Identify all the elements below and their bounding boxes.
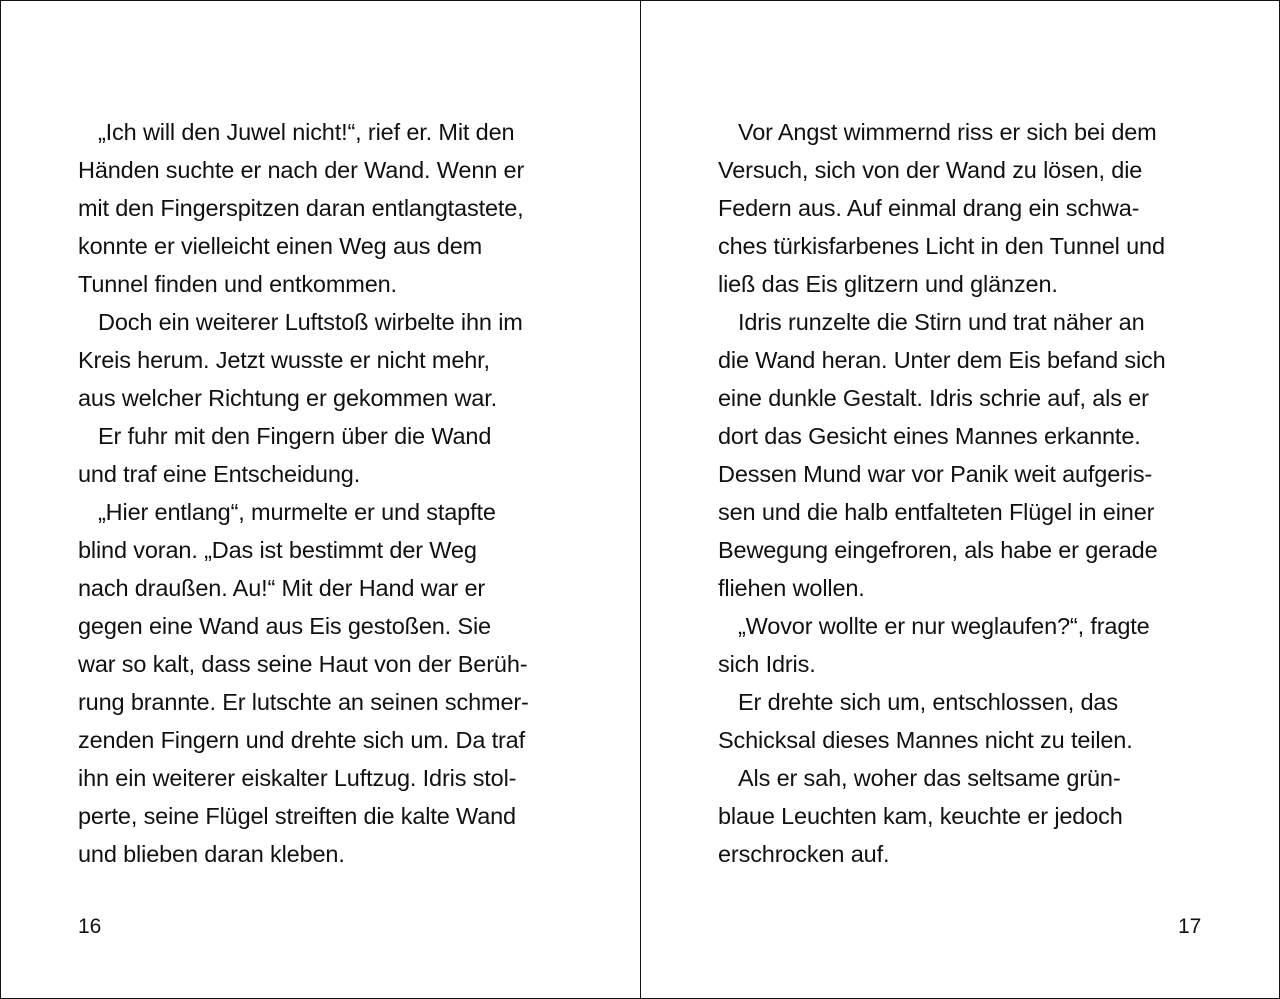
text-line: perte, seine Flügel streiften die kalte Wand bbox=[78, 803, 516, 829]
right-page-text bbox=[718, 113, 1218, 873]
text-line: konnte er vielleicht einen Weg aus dem bbox=[78, 233, 483, 259]
text-line: Dessen Mund war vor Panik weit aufgeris- bbox=[718, 461, 1153, 487]
paragraph bbox=[78, 493, 578, 873]
text-line: eine dunkle Gestalt. Idris schrie auf, als er bbox=[718, 385, 1149, 411]
paragraph bbox=[78, 113, 578, 303]
text-line: aus welcher Richtung er gekommen war. bbox=[78, 385, 497, 411]
text-line: Doch ein weiterer Luftstoß wirbelte ihn im bbox=[98, 309, 523, 335]
text-line: dort das Gesicht eines Mannes erkannte. bbox=[718, 423, 1141, 449]
page-number: 16 bbox=[78, 915, 102, 938]
text-line: Bewegung eingefroren, als habe er gerade bbox=[718, 537, 1158, 563]
text-line: „Hier entlang“, murmelte er und stapfte bbox=[98, 499, 496, 525]
page-number: 17 bbox=[1178, 915, 1202, 938]
text-line: „Wovor wollte er nur weglaufen?“, fragte bbox=[738, 613, 1150, 639]
text-line: blind voran. „Das ist bestimmt der Weg bbox=[78, 537, 477, 563]
text-line: Schicksal dieses Mannes nicht zu teilen. bbox=[718, 727, 1133, 753]
text-line: Tunnel finden und entkommen. bbox=[78, 271, 397, 297]
text-line: Er fuhr mit den Fingern über die Wand bbox=[98, 423, 492, 449]
text-line: ihn ein weiterer eiskalter Luftzug. Idris stol- bbox=[78, 765, 517, 791]
text-line: nach draußen. Au!“ Mit der Hand war er bbox=[78, 575, 486, 601]
text-line: rung brannte. Er lutschte an seinen schmer- bbox=[78, 689, 529, 715]
text-line: sich Idris. bbox=[718, 651, 816, 677]
text-line: und blieben daran kleben. bbox=[78, 841, 345, 867]
paragraph bbox=[718, 113, 1218, 303]
text-line: Idris runzelte die Stirn und trat näher an bbox=[738, 309, 1145, 335]
paragraph bbox=[718, 759, 1218, 873]
text-line: Federn aus. Auf einmal drang ein schwa- bbox=[718, 195, 1140, 221]
text-line: ches türkisfarbenes Licht in den Tunnel und bbox=[718, 233, 1165, 259]
text-line: blaue Leuchten kam, keuchte er jedoch bbox=[718, 803, 1123, 829]
paragraph bbox=[718, 683, 1218, 759]
text-line: fliehen wollen. bbox=[718, 575, 865, 601]
text-line: mit den Fingerspitzen daran entlangtastete, bbox=[78, 195, 524, 221]
text-line: gegen eine Wand aus Eis gestoßen. Sie bbox=[78, 613, 491, 639]
text-line: erschrocken auf. bbox=[718, 841, 890, 867]
text-line: Kreis herum. Jetzt wusste er nicht mehr, bbox=[78, 347, 490, 373]
text-line: Vor Angst wimmernd riss er sich bei dem bbox=[738, 119, 1157, 145]
text-line: „Ich will den Juwel nicht!“, rief er. Mit den bbox=[98, 119, 515, 145]
text-line: und traf eine Entscheidung. bbox=[78, 461, 361, 487]
text-line: die Wand heran. Unter dem Eis befand sich bbox=[718, 347, 1166, 373]
text-line: ließ das Eis glitzern und glänzen. bbox=[718, 271, 1058, 297]
text-line: war so kalt, dass seine Haut von der Berüh- bbox=[78, 651, 528, 677]
paragraph bbox=[718, 607, 1218, 683]
paragraph bbox=[718, 303, 1218, 607]
paragraph bbox=[78, 417, 578, 493]
right-page bbox=[642, 1, 1280, 998]
text-line: zenden Fingern und drehte sich um. Da traf bbox=[78, 727, 525, 753]
text-line: Händen suchte er nach der Wand. Wenn er bbox=[78, 157, 525, 183]
text-line: Als er sah, woher das seltsame grün- bbox=[738, 765, 1121, 791]
left-page-text bbox=[78, 113, 578, 873]
text-line: Versuch, sich von der Wand zu lösen, die bbox=[718, 157, 1143, 183]
paragraph bbox=[78, 303, 578, 417]
text-line: Er drehte sich um, entschlossen, das bbox=[738, 689, 1118, 715]
left-page bbox=[1, 1, 641, 998]
text-line: sen und die halb entfalteten Flügel in einer bbox=[718, 499, 1155, 525]
